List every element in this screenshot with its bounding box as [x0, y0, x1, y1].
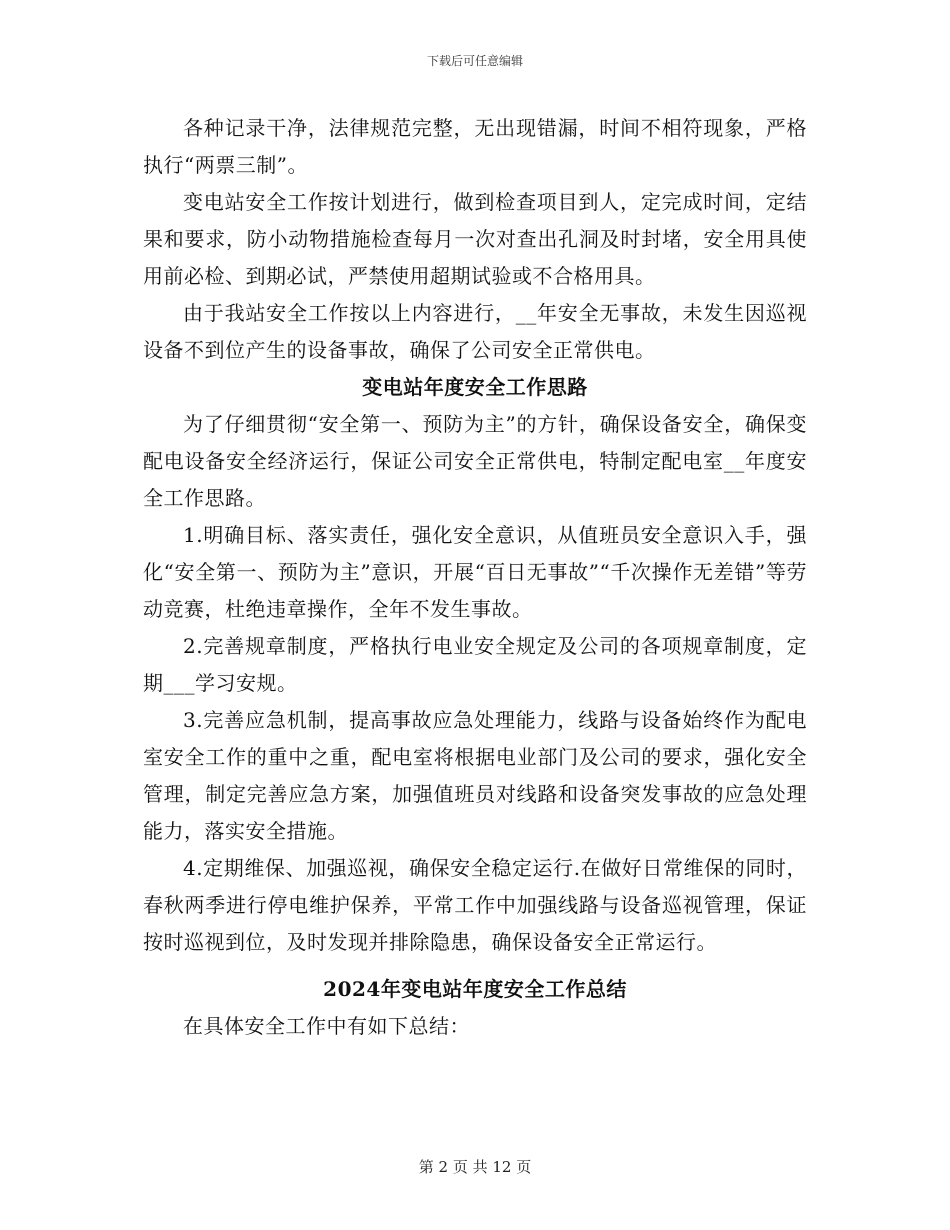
paragraph: 变电站安全工作按计划进行，做到检查项目到人，定完成时间，定结果和要求，防小动物措施检查每月一次对查出孔洞及时封堵，安全用具使用前必检、到期必试，严禁使用超期试验或不合格用具。 — [143, 190, 807, 288]
paragraph: 由于我站安全工作按以上内容进行，__年安全无事故，未发生因巡视设备不到位产生的设备事故，确保了公司安全正常供电。 — [143, 301, 807, 362]
paragraph: 各种记录干净，法律规范完整，无出现错漏，时间不相符现象，严格执行“两票三制”。 — [143, 116, 807, 177]
paragraph: 为了仔细贯彻“安全第一、预防为主”的方针，确保设备安全，确保变配电设备安全经济运行，保证公司安全正常供电，特制定配电室__年度安全工作思路。 — [143, 412, 807, 510]
list-item: 2.完善规章制度，严格执行电业安全规定及公司的各项规章制度，定期___学习安规。 — [143, 634, 807, 695]
paragraph: 在具体安全工作中有如下总结： — [183, 1014, 470, 1038]
page-number: 第 2 页 共 12 页 — [418, 1158, 532, 1176]
list-item: 3.完善应急机制，提高事故应急处理能力，线路与设备始终作为配电室安全工作的重中之重，配电室将根据电业部门及公司的要求，强化安全管理，制定完善应急方案，加强值班员对线路和设备突发事故的应急处理能力，落实安全措施。 — [143, 708, 807, 843]
page-header: 下载后可任意编辑 — [426, 54, 523, 68]
section-title: 变电站年度安全工作思路 — [362, 375, 588, 399]
section-title: 2024年变电站年度安全工作总结 — [323, 977, 627, 1001]
document-body — [143, 110, 807, 1045]
list-item: 4.定期维保、加强巡视，确保安全稳定运行.在做好日常维保的同时，春秋两季进行停电维护保养，平常工作中加强线路与设备巡视管理，保证按时巡视到位，及时发现并排除隐患，确保设备安全正常运行。 — [143, 856, 807, 954]
list-item: 1.明确目标、落实责任，强化安全意识，从值班员安全意识入手，强化“安全第一、预防为主”意识，开展“百日无事故”“千次操作无差错”等劳动竞赛，杜绝违章操作，全年不发生事故。 — [143, 523, 807, 621]
